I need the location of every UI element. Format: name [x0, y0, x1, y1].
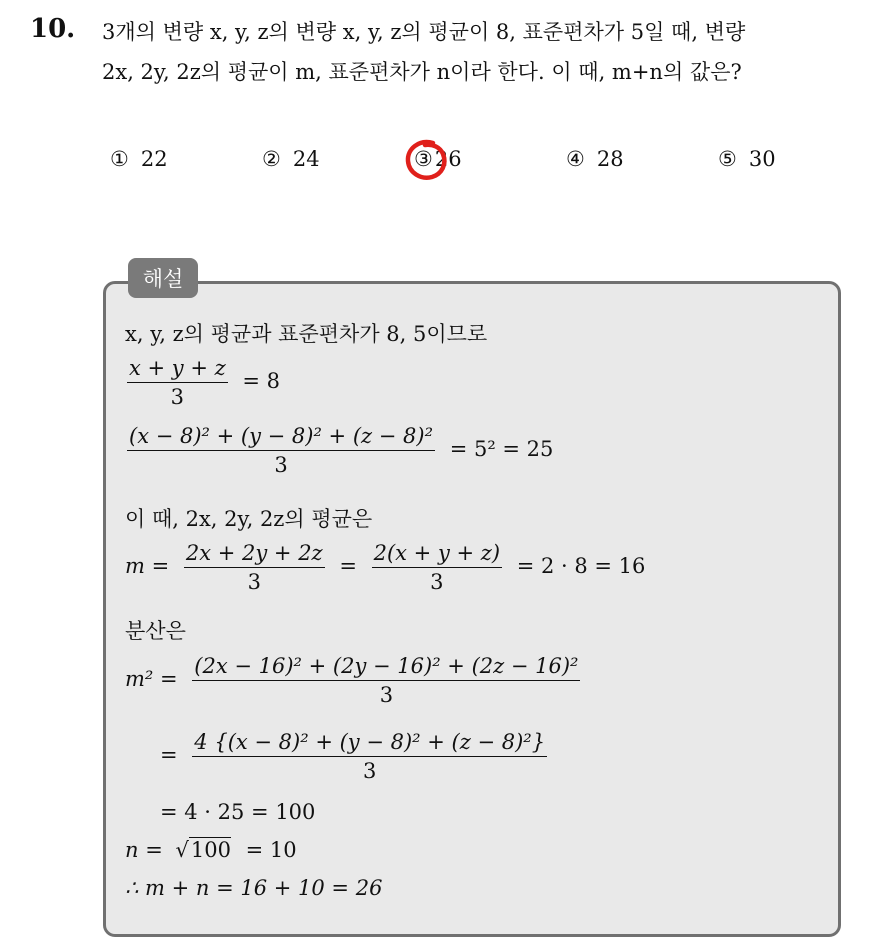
choice-5[interactable] — [718, 147, 776, 171]
question-text-line-2: 2x, 2y, 2z의 평균이 m, 표준편차가 n이라 한다. 이 때, m+n의 값은? — [102, 60, 742, 84]
m2b-numerator: 4 {(x − 8)² + (y − 8)² + (z − 8)²} — [192, 730, 547, 757]
solution-intro: x, y, z의 평균과 표준편차가 8, 5이므로 — [125, 322, 488, 346]
m-equation — [125, 541, 653, 594]
m2-equation — [125, 654, 580, 707]
choice-2-mark: ② — [262, 147, 281, 171]
m-fraction-1 — [184, 541, 325, 594]
sqrt-icon: √ — [175, 838, 189, 862]
n-sqrt-value: 100 — [190, 838, 231, 862]
m-fraction-1-denominator: 3 — [247, 570, 261, 594]
n-equation — [125, 838, 305, 862]
m-fraction-2 — [372, 541, 502, 594]
choice-5-value: 30 — [748, 147, 776, 171]
choice-4-value: 28 — [596, 147, 624, 171]
choice-1-mark: ① — [110, 147, 129, 171]
m2b-fraction — [192, 730, 547, 783]
m2-numerator: (2x − 16)² + (2y − 16)² + (2z − 16)² — [192, 654, 580, 681]
m-equals: = — [339, 554, 357, 578]
m2-denominator: 3 — [379, 683, 394, 707]
m2b-denominator: 3 — [362, 759, 377, 783]
choice-1-value: 22 — [140, 147, 168, 171]
then-text: 이 때, 2x, 2y, 2z의 평균은 — [125, 507, 373, 531]
m2b-equation — [160, 730, 547, 783]
mean-fraction — [127, 356, 228, 409]
variance-denominator: 3 — [274, 453, 288, 477]
n-lhs: n = — [125, 838, 163, 862]
mean-equation — [127, 356, 288, 409]
question-number: 10. — [30, 14, 76, 44]
m-lhs: m = — [125, 554, 170, 578]
variance-label: 분산은 — [125, 619, 186, 643]
variance-numerator: (x − 8)² + (y − 8)² + (z − 8)² — [127, 424, 435, 451]
mean-numerator: x + y + z — [127, 356, 228, 383]
m2-lhs: m² = — [125, 667, 178, 691]
m2b-equals: = — [160, 743, 178, 767]
choice-4[interactable] — [566, 147, 624, 171]
m2-fraction — [192, 654, 580, 707]
mean-denominator: 3 — [170, 385, 185, 409]
choice-3-mark: ③ — [414, 147, 433, 171]
choice-1[interactable] — [110, 147, 168, 171]
choice-4-mark: ④ — [566, 147, 585, 171]
final-answer: ∴ m + n = 16 + 10 = 26 — [125, 876, 383, 900]
m-result: = 2 · 8 = 16 — [516, 554, 646, 578]
variance-fraction — [127, 424, 435, 477]
n-result: = 10 — [245, 838, 297, 862]
selected-answer-circle-mark — [403, 137, 449, 183]
m-fraction-2-denominator: 3 — [430, 570, 444, 594]
m2c-equation: = 4 · 25 = 100 — [160, 800, 316, 824]
question-text-line-1: 3개의 변량 x, y, z의 변량 x, y, z의 평균이 8, 표준편차가 5일 때, 변량 — [102, 20, 746, 44]
variance-equation — [127, 424, 561, 477]
choice-2-value: 24 — [292, 147, 320, 171]
choice-5-mark: ⑤ — [718, 147, 737, 171]
mean-result: = 8 — [242, 369, 280, 393]
m-fraction-2-numerator: 2(x + y + z) — [372, 541, 502, 568]
m-fraction-1-numerator: 2x + 2y + 2z — [184, 541, 325, 568]
choice-2[interactable] — [262, 147, 320, 171]
choice-3-value: 26 — [434, 147, 462, 171]
variance-result: = 5² = 25 — [449, 437, 554, 461]
solution-tag: 해설 — [128, 258, 198, 298]
